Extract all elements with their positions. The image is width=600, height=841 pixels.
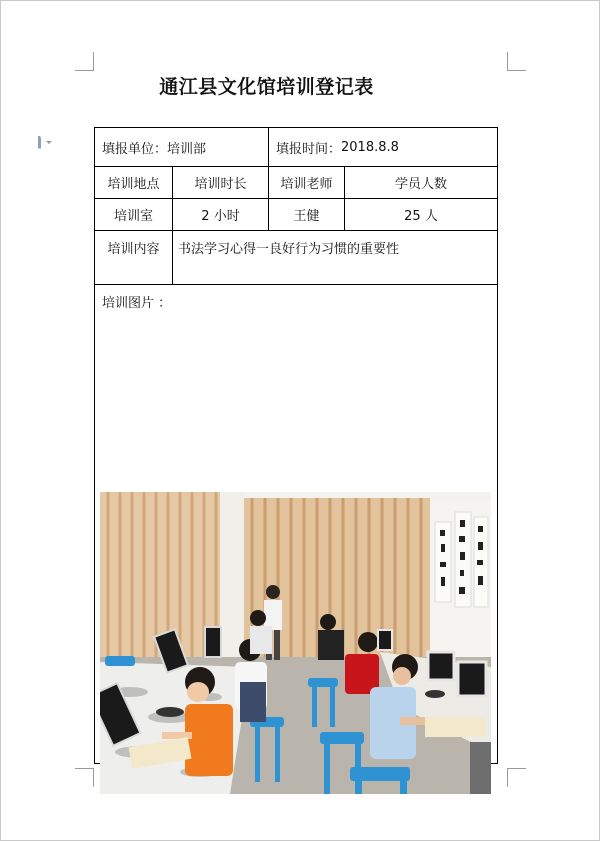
report-time-cell [269,128,497,166]
form-row-values [95,199,497,231]
location-header: 培训地点 [95,167,173,198]
photo-label: 培训图片 ： [102,296,172,311]
reporting-unit-cell [95,128,269,166]
teacher-value: 王健 [269,199,345,230]
crop-mark-top-left [75,52,94,71]
paragraph-options-icon[interactable] [38,134,52,150]
training-photo [100,492,491,794]
crop-mark-top-right [507,52,526,71]
document-icon [38,136,41,149]
teacher-header: 培训老师 [269,167,345,198]
registration-form [94,127,498,764]
report-time-value: 2018.8.8 [341,139,399,155]
student-count-value: 25 人 [404,209,438,224]
reporting-unit-value: 培训部 [167,141,207,157]
chevron-down-icon [46,141,52,144]
form-row-report [95,128,497,167]
report-time-label: 填报时间： [276,141,342,157]
student-count-header: 学员人数 [394,177,447,192]
content-label: 培训内容 [95,231,173,284]
form-row-content [95,231,497,285]
duration-header: 培训时长 [173,167,269,198]
photo-section [95,285,497,763]
form-row-headers [95,167,497,199]
crop-mark-bottom-right [507,768,526,787]
duration-value: 2 小时 [173,199,269,230]
page-title: 通江县文化馆培训登记表 [159,76,374,98]
reporting-unit-label: 填报单位： [102,141,168,157]
crop-mark-bottom-left [75,768,94,787]
location-value: 培训室 [95,199,173,230]
content-value: 书法学习心得一良好行为习惯的重要性 [178,242,400,257]
